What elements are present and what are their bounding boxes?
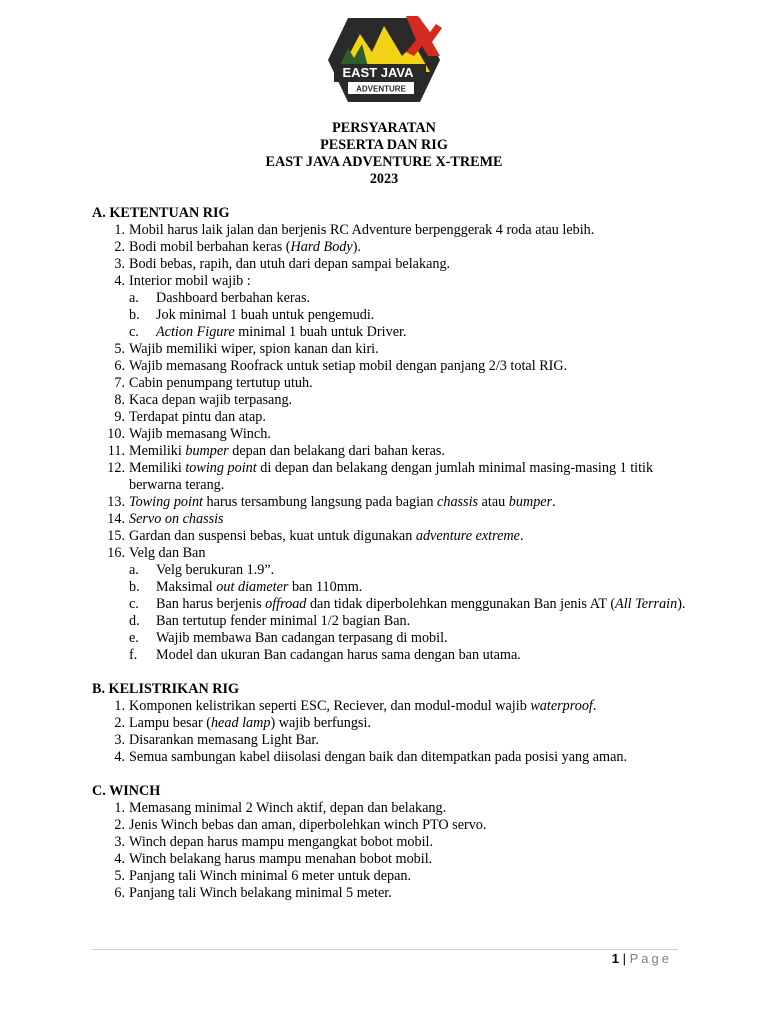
list-item: 2. Jenis Winch bebas dan aman, diperbolehkan winch PTO servo. <box>114 817 487 833</box>
section-heading: B. KELISTRIKAN RIG <box>92 681 240 697</box>
list-item: 4. Interior mobil wajib : <box>114 273 251 289</box>
list-item: 14. Servo on chassis <box>107 511 224 527</box>
title-line-2: PESERTA DAN RIG <box>320 137 448 153</box>
sub-list-item: f. Model dan ukuran Ban cadangan harus sama dengan ban utama. <box>129 647 521 663</box>
page-label: Page <box>629 951 672 966</box>
list-item: 12. Memiliki towing point di depan dan belakang dengan jumlah minimal masing-masing 1 titik berwarna terang. <box>107 460 654 493</box>
section-kelistrikan-rig <box>92 681 692 766</box>
page-number: 1 <box>611 951 620 966</box>
list-item: 3. Disarankan memasang Light Bar. <box>114 732 319 748</box>
list-item: 5. Wajib memiliki wiper, spion kanan dan kiri. <box>114 341 379 357</box>
page-separator: | <box>619 951 630 966</box>
sub-list-item: c. Ban harus berjenis offroad dan tidak diperbolehkan menggunakan Ban jenis AT (All Terrain). <box>129 596 686 612</box>
list-item: 3. Winch depan harus mampu mengangkat bobot mobil. <box>114 834 433 850</box>
list-item: 10. Wajib memasang Winch. <box>107 426 271 442</box>
list-item: 13. Towing point harus tersambung langsung pada bagian chassis atau bumper. <box>107 494 556 510</box>
list-item: 3. Bodi bebas, rapih, dan utuh dari depan sampai belakang. <box>114 256 451 272</box>
list-item: 8. Kaca depan wajib terpasang. <box>114 392 293 408</box>
logo-main-text: EAST JAVA <box>342 65 414 80</box>
logo-sub-text: ADVENTURE <box>356 84 406 94</box>
sub-list-item: d. Ban tertutup fender minimal 1/2 bagian Ban. <box>129 613 411 629</box>
list-item: 16. Velg dan Ban <box>107 545 206 561</box>
list-item: 1. Mobil harus laik jalan dan berjenis RC Adventure berpenggerak 4 roda atau lebih. <box>114 222 595 238</box>
title-line-4: 2023 <box>369 171 399 187</box>
document-title <box>0 120 768 188</box>
sub-list-item: b. Jok minimal 1 buah untuk pengemudi. <box>129 307 375 323</box>
footer-divider <box>92 949 678 950</box>
title-line-3: EAST JAVA ADVENTURE X-TREME <box>265 154 503 170</box>
page-footer <box>612 951 672 966</box>
list-item: 1. Komponen kelistrikan seperti ESC, Reciever, dan modul-modul wajib waterproof. <box>114 698 597 714</box>
list-item: 4. Winch belakang harus mampu menahan bobot mobil. <box>114 851 433 867</box>
list-item: 2. Bodi mobil berbahan keras (Hard Body). <box>114 239 361 255</box>
sub-list-item: c. Action Figure minimal 1 buah untuk Driver. <box>129 324 407 340</box>
section-ketentuan-rig <box>92 205 692 664</box>
list-item: 6. Wajib memasang Roofrack untuk setiap mobil dengan panjang 2/3 total RIG. <box>114 358 568 374</box>
document-body <box>92 205 692 919</box>
list-item: 9. Terdapat pintu dan atap. <box>114 409 266 425</box>
section-heading: C. WINCH <box>92 783 161 799</box>
sub-list-item: a. Velg berukuran 1.9”. <box>129 562 275 578</box>
list-item: 11. Memiliki bumper depan dan belakang dari bahan keras. <box>107 443 445 459</box>
section-winch <box>92 783 692 902</box>
list-item: 4. Semua sambungan kabel diisolasi dengan baik dan ditempatkan pada posisi yang aman. <box>114 749 628 765</box>
list-item: 6. Panjang tali Winch belakang minimal 5 meter. <box>114 885 392 901</box>
sub-list-item: b. Maksimal out diameter ban 110mm. <box>129 579 363 595</box>
list-item: 7. Cabin penumpang tertutup utuh. <box>114 375 313 391</box>
list-item: 5. Panjang tali Winch minimal 6 meter untuk depan. <box>114 868 412 884</box>
event-logo <box>326 14 442 106</box>
sub-list-item: a. Dashboard berbahan keras. <box>129 290 311 306</box>
list-item: 1. Memasang minimal 2 Winch aktif, depan dan belakang. <box>114 800 447 816</box>
list-item: 15. Gardan dan suspensi bebas, kuat untuk digunakan adventure extreme. <box>107 528 524 544</box>
sub-list-item: e. Wajib membawa Ban cadangan terpasang di mobil. <box>129 630 448 646</box>
title-line-1: PERSYARATAN <box>332 120 436 136</box>
section-heading: A. KETENTUAN RIG <box>92 205 230 221</box>
list-item: 2. Lampu besar (head lamp) wajib berfungsi. <box>114 715 371 731</box>
